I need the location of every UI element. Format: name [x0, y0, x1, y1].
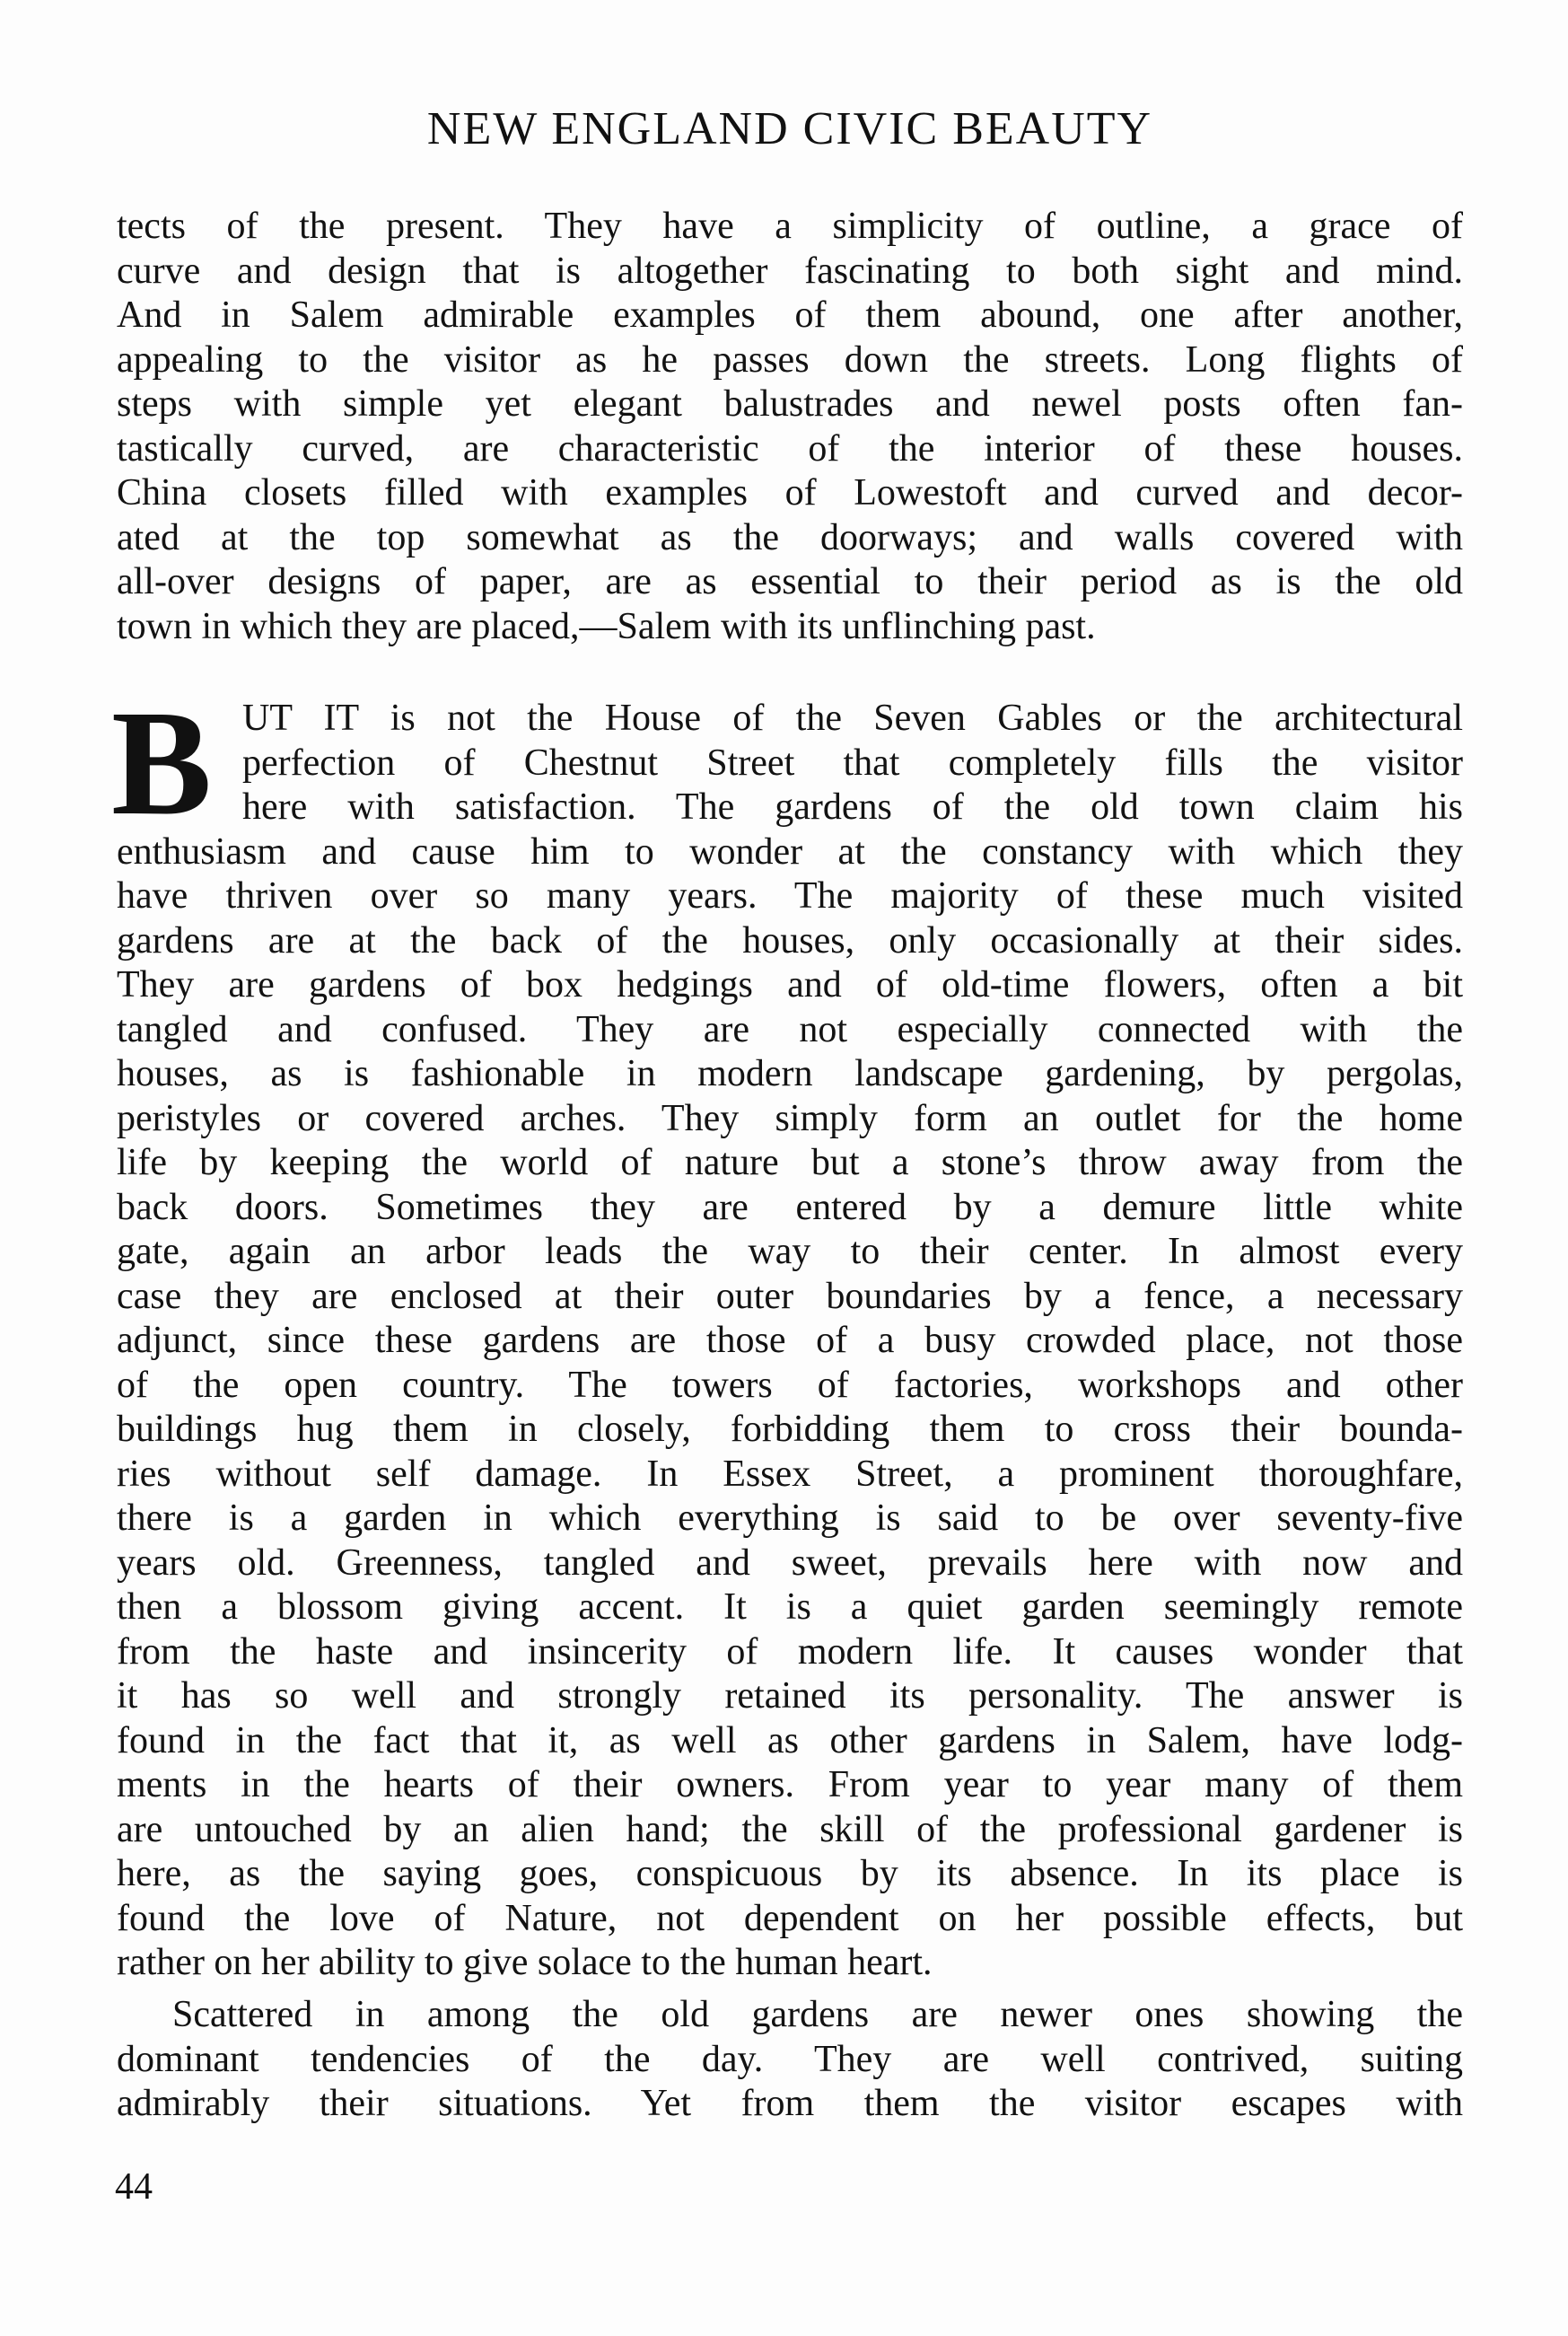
text-line: back doors. Sometimes they are entered by a demure little white — [117, 1186, 1463, 1228]
text-line: case they are enclosed at their outer boundaries by a fence, a necessary — [117, 1275, 1463, 1317]
text-line: China closets filled with examples of Lowestoft and curved and decor- — [117, 472, 1463, 514]
paragraph-1 — [117, 205, 1463, 649]
text-line: buildings hug them in closely, forbidding them to cross their bounda- — [117, 1409, 1463, 1450]
text-line: ments in the hearts of their owners. From year to year many of them — [117, 1764, 1463, 1805]
text-line: tangled and confused. They are not especially connected with the — [117, 1008, 1463, 1050]
text-line: then a blossom giving accent. It is a quiet garden seemingly remote — [117, 1586, 1463, 1628]
text-line: tects of the present. They have a simplicity of outline, a grace of — [117, 206, 1463, 247]
text-line: found in the fact that it, as well as other gardens in Salem, have lodg- — [117, 1719, 1463, 1761]
text-line: found the love of Nature, not dependent on her possible effects, but — [117, 1897, 1463, 1939]
text-line: perfection of Chestnut Street that completely fills the visitor — [242, 742, 1463, 784]
text-line: And in Salem admirable examples of them abound, one after another, — [117, 294, 1463, 336]
text-line: gardens are at the back of the houses, only occasionally at their sides. — [117, 919, 1463, 962]
paragraph-3 — [117, 1993, 1463, 2127]
text-line: Scattered in among the old gardens are newer ones showing the — [172, 1994, 1463, 2035]
text-line: town in which they are placed,—Salem with its unflinching past. — [117, 605, 1096, 647]
text-line: of the open country. The towers of factories, workshops and other — [117, 1364, 1463, 1406]
running-head: NEW ENGLAND CIVIC BEAUTY — [426, 103, 1153, 154]
text-line: They are gardens of box hedgings and of old-time flowers, often a bit — [117, 964, 1463, 1006]
text-line: here with satisfaction. The gardens of the old town claim his — [242, 786, 1463, 828]
text-line: appealing to the visitor as he passes down the streets. Long flights of — [117, 338, 1463, 381]
text-line: dominant tendencies of the day. They are well contrived, suiting — [117, 2038, 1463, 2080]
text-line: enthusiasm and cause him to wonder at the constancy with which they — [117, 830, 1463, 873]
text-line: adjunct, since these gardens are those of a busy crowded place, not those — [117, 1320, 1463, 1361]
text-line: steps with simple yet elegant balustrades and newel posts often fan- — [117, 383, 1463, 425]
page-number: 44 — [115, 2166, 153, 2208]
text-line: curve and design that is altogether fascinating to both sight and mind. — [117, 250, 1463, 292]
text-line: houses, as is fashionable in modern landscape gardening, by pergolas, — [117, 1053, 1463, 1094]
text-line: life by keeping the world of nature but a stone’s throw away from the — [117, 1142, 1463, 1183]
text-line: UT IT is not the House of the Seven Gables or the architectural — [242, 698, 1463, 739]
drop-cap: B — [111, 680, 213, 847]
text-line: it has so well and strongly retained its personality. The answer is — [117, 1675, 1463, 1717]
text-line: rather on her ability to give solace to the human heart. — [117, 1942, 933, 1983]
text-line: all-over designs of paper, are as essential to their period as is the old — [117, 561, 1463, 602]
text-line: gate, again an arbor leads the way to their center. In almost every — [117, 1231, 1463, 1272]
text-line: here, as the saying goes, conspicuous by its absence. In its place is — [117, 1853, 1463, 1894]
text-line: years old. Greenness, tangled and sweet, prevails here with now and — [117, 1541, 1463, 1584]
text-line: peristyles or covered arches. They simply form an outlet for the home — [117, 1097, 1463, 1139]
text-line: ries without self damage. In Essex Street, a prominent thoroughfare, — [117, 1453, 1463, 1495]
text-line: tastically curved, are characteristic of the interior of these houses. — [117, 427, 1463, 470]
text-line: admirably their situations. Yet from them the visitor escapes with — [117, 2083, 1463, 2124]
text-line: have thriven over so many years. The majority of these much visited — [117, 875, 1463, 917]
paragraph-2 — [117, 697, 1463, 1986]
text-line: from the haste and insincerity of modern life. It causes wonder that — [117, 1630, 1463, 1673]
text-line: are untouched by an alien hand; the skill of the professional gardener is — [117, 1808, 1463, 1850]
text-line: there is a garden in which everything is said to be over seventy-five — [117, 1497, 1463, 1539]
text-line: ated at the top somewhat as the doorways; and walls covered with — [117, 516, 1463, 558]
